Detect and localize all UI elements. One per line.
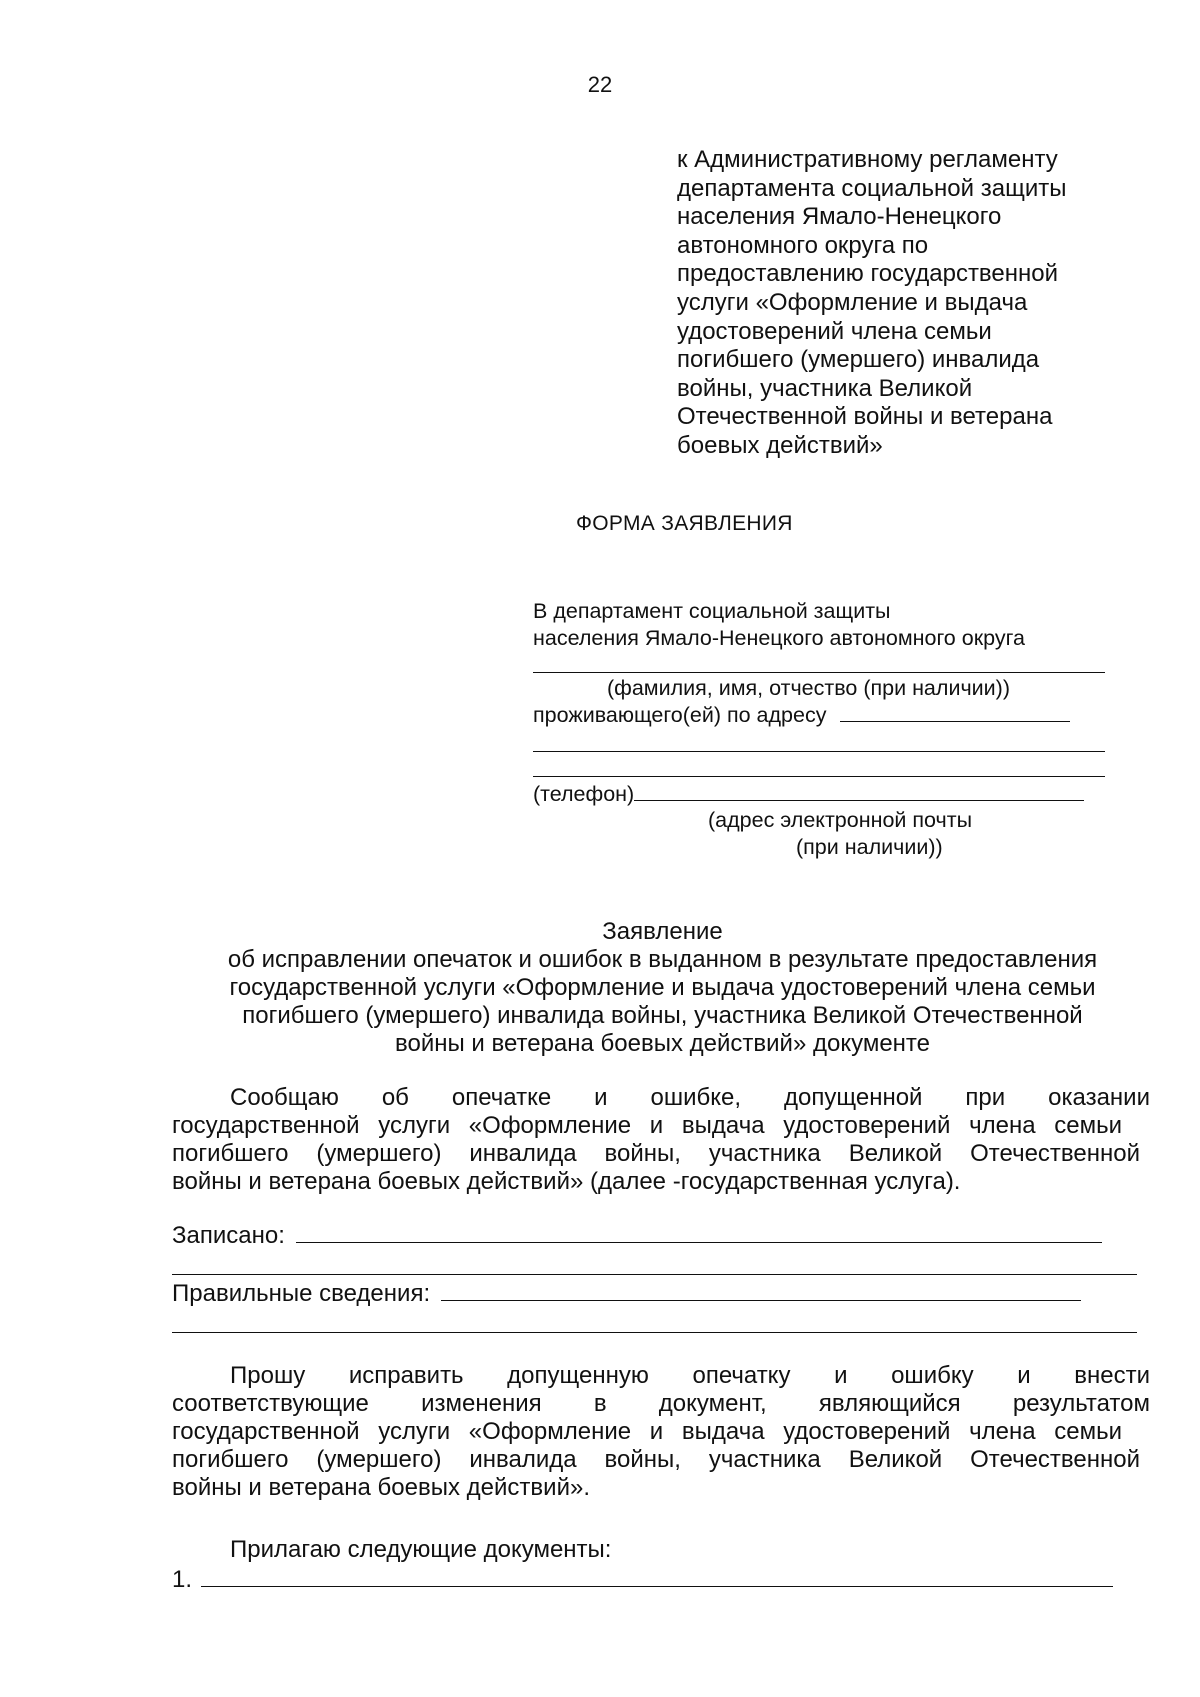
address-blank-line-2[interactable] — [533, 751, 1105, 752]
phone-row — [533, 782, 1113, 807]
paragraph-line: соответствующие изменения в документ, являющийся результатом — [172, 1390, 1150, 1417]
correct-blank[interactable] — [441, 1282, 1081, 1301]
regulation-line: войны, участника Великой — [677, 374, 973, 402]
form-title: ФОРМА ЗАЯВЛЕНИЯ — [576, 512, 793, 535]
written-field-row — [172, 1222, 1102, 1250]
regulation-line: боевых действий» — [677, 431, 883, 459]
fio-caption: (фамилия, имя, отчество (при наличии)) — [607, 676, 1010, 700]
paragraph-line: государственной услуги «Оформление и выдача удостоверений члена семьи — [172, 1418, 1122, 1445]
paragraph-line: государственной услуги «Оформление и выдача удостоверений члена семьи — [172, 1112, 1122, 1139]
regulation-line: автономного округа по — [677, 231, 929, 259]
regulation-line: услуги «Оформление и выдача — [677, 288, 1028, 316]
fio-blank-line[interactable] — [533, 672, 1105, 673]
address-blank[interactable] — [840, 703, 1070, 722]
phone-label: (телефон) — [533, 782, 635, 806]
paragraph-line: погибшего (умершего) инвалида войны, участника Великой Отечественной — [172, 1446, 1140, 1473]
addressee-line-1: В департамент социальной защиты — [533, 599, 891, 623]
regulation-reference — [677, 146, 1137, 461]
attachments-intro: Прилагаю следующие документы: — [230, 1536, 612, 1563]
attachment-item-number: 1. — [172, 1566, 193, 1593]
correct-blank-line-2[interactable] — [172, 1332, 1137, 1333]
regulation-line: Отечественной войны и ветерана — [677, 403, 1053, 431]
page-number: 22 — [587, 72, 613, 97]
regulation-line: погибшего (умершего) инвалида — [677, 346, 1040, 374]
paragraph-line: погибшего (умершего) инвалида войны, участника Великой Отечественной — [172, 1140, 1140, 1167]
phone-blank[interactable] — [634, 782, 1084, 801]
statement-subtitle-line: войны и ветерана боевых действий» документе — [394, 1030, 930, 1057]
correct-label: Правильные сведения: — [172, 1280, 431, 1307]
statement-subtitle-line: об исправлении опечаток и ошибок в выданном в результате предоставления — [227, 946, 1098, 973]
paragraph-line: Сообщаю об опечатке и ошибке, допущенной при оказании — [230, 1084, 1150, 1111]
error-report-paragraph — [172, 1084, 1150, 1196]
regulation-line: населения Ямало-Ненецкого — [677, 203, 1002, 231]
email-caption-2: (при наличии)) — [796, 835, 943, 859]
regulation-line: департамента социальной защиты — [677, 174, 1067, 202]
paragraph-line: войны и ветерана боевых действий». — [172, 1474, 590, 1501]
addressee-block — [533, 598, 1108, 652]
regulation-line: предоставлению государственной — [677, 260, 1059, 288]
addressee-line-2: населения Ямало-Ненецкого автономного округа — [533, 626, 1025, 650]
written-label: Записано: — [172, 1222, 285, 1249]
email-caption-1: (адрес электронной почты — [708, 808, 973, 832]
statement-heading — [150, 918, 1175, 1058]
correct-field-row — [172, 1280, 1081, 1308]
written-blank[interactable] — [296, 1224, 1102, 1243]
address-label: проживающего(ей) по адресу — [533, 703, 827, 727]
address-blank-line-3[interactable] — [533, 776, 1105, 777]
statement-subtitle-line: государственной услуги «Оформление и выдача удостоверений члена семьи — [229, 974, 1096, 1001]
address-row — [533, 703, 1113, 728]
regulation-line: к Административному регламенту — [677, 146, 1058, 173]
paragraph-line: Прошу исправить допущенную опечатку и ошибку и внести — [230, 1362, 1150, 1389]
written-blank-line-2[interactable] — [172, 1274, 1137, 1275]
paragraph-line: войны и ветерана боевых действий» (далее -государственная услуга). — [172, 1168, 961, 1195]
statement-subtitle-line: погибшего (умершего) инвалида войны, участника Великой Отечественной — [242, 1002, 1083, 1029]
correction-request-paragraph — [172, 1362, 1150, 1502]
attachment-item-blank[interactable] — [201, 1568, 1113, 1587]
attachment-item-1 — [172, 1566, 1113, 1594]
statement-title: Заявление — [602, 918, 723, 945]
regulation-line: удостоверений члена семьи — [677, 317, 992, 345]
